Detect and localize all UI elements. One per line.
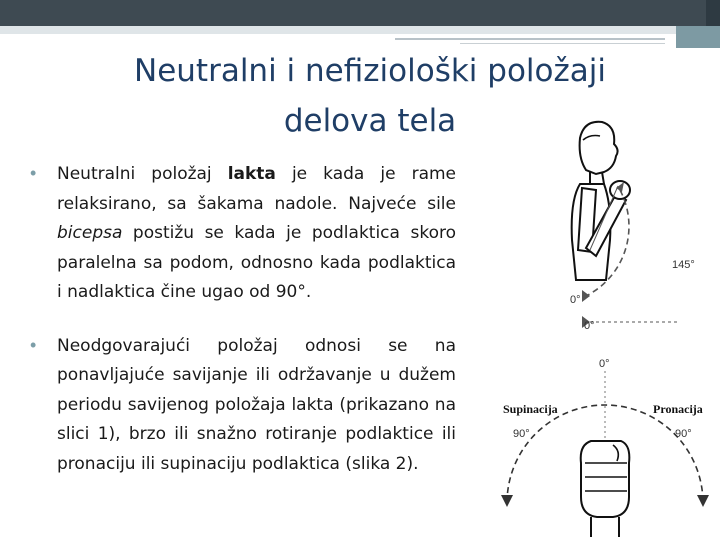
supination-angle-label: 90° — [513, 428, 530, 440]
bullet-text — [57, 160, 456, 308]
accent-line-thin — [460, 43, 665, 44]
pronation-angle-label: 90° — [675, 428, 692, 440]
bullet-item — [28, 160, 456, 308]
arrowhead-icon — [697, 495, 709, 507]
bullet-item — [28, 332, 456, 480]
title-line-1: Neutralni i nefiziološki položaji — [134, 53, 606, 89]
bullet-run-bold: lakta — [227, 164, 276, 184]
top-angle-label: 0° — [599, 358, 610, 370]
accent-box — [676, 26, 720, 48]
fist-outline — [581, 441, 630, 517]
top-bar-end — [706, 0, 720, 26]
accent-line — [395, 38, 665, 40]
bullet-run: Neutralni položaj — [57, 164, 228, 184]
angle-145-label: 145° — [672, 259, 695, 271]
arrowhead-icon — [501, 495, 513, 507]
bullet-run-italic: bicepsa — [57, 223, 123, 243]
bullet-run: postižu se kada je podlaktica skoro paralelna sa podom, odnosno kada podlaktica i nadlaktica čine ugao od 90°. — [57, 223, 456, 302]
bullet-dot-icon: • — [30, 163, 37, 183]
wrist-lines — [591, 517, 619, 537]
title-line-2: delova tela — [283, 103, 457, 139]
bullet-run: Neodgovarajući položaj odnosi se na ponavljajuće savijanje ili održavanje u dužem periodu savijenog položaja lakta (prikazano na slici 1), brzo ili snažno rotiranje podlaktice ili pronaciju ili supinaciju podlaktica (slika 2). — [57, 335, 456, 474]
top-bar — [0, 0, 720, 26]
bullet-text — [57, 332, 456, 480]
bullet-run: je kada je rame relaksirano, sa šakama nadole. Najveće sile — [57, 164, 457, 214]
head-outline — [580, 122, 618, 174]
bullet-dot-icon: • — [30, 334, 37, 355]
bullet-list — [28, 160, 456, 503]
elbow-flexion-figure — [498, 110, 713, 345]
arrowhead-icon — [582, 290, 590, 302]
supination-label: Supinacija — [503, 402, 558, 416]
forearm-rotation-figure — [495, 345, 717, 537]
pronation-label: Pronacija — [653, 402, 703, 416]
accent-strip — [0, 26, 720, 34]
angle-zero-label: 0° — [570, 294, 581, 306]
angle-zero-label: 0° — [584, 320, 595, 332]
